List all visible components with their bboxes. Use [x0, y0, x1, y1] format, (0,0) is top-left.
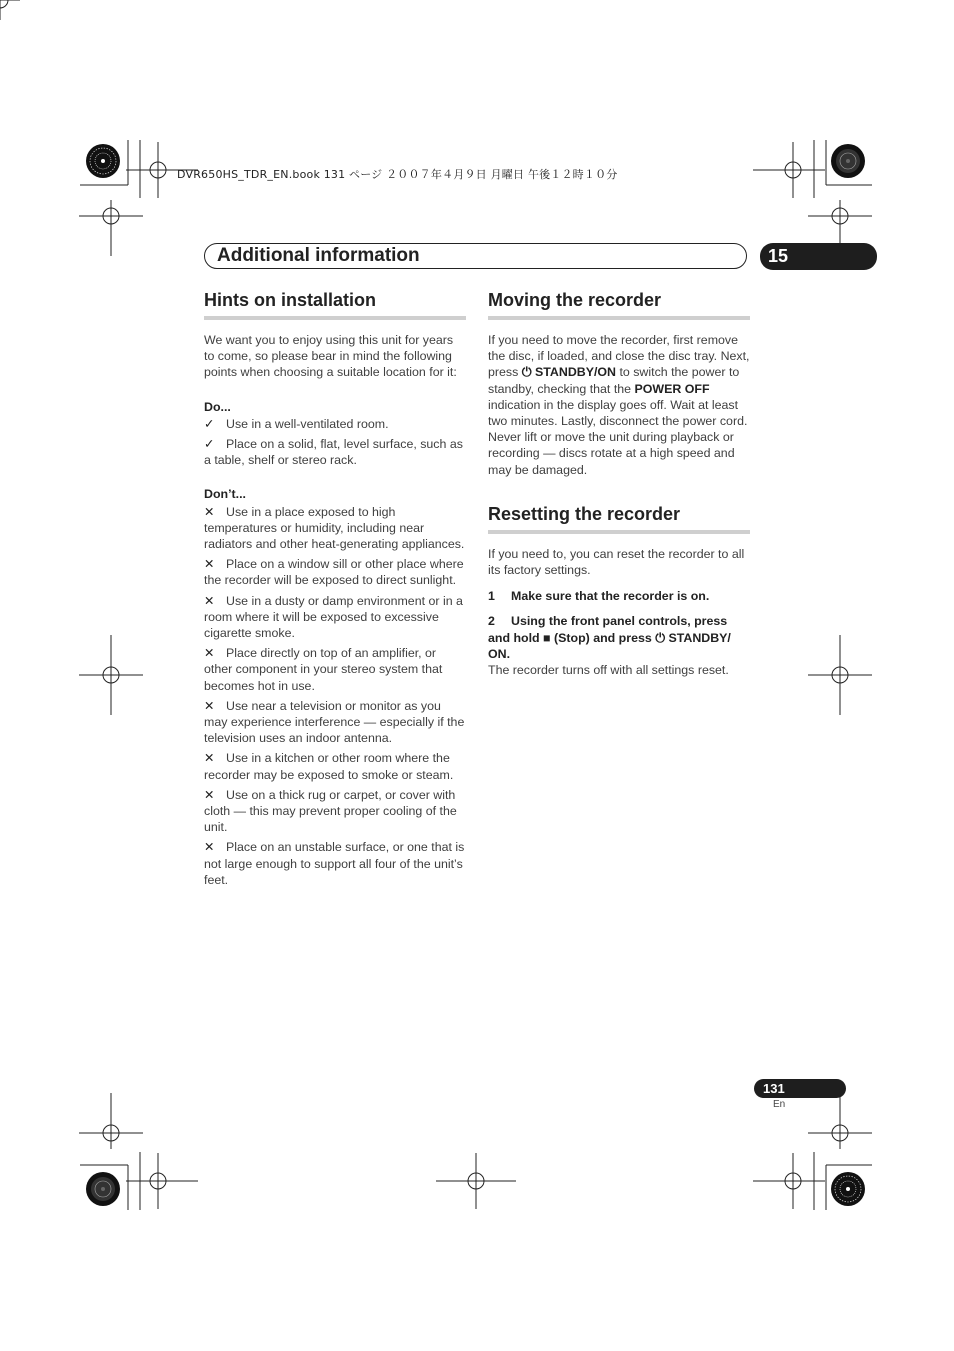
hints-intro: We want you to enjoy using this unit for years to come, so please bear in mind the following points when choosing a suitable location for it:	[204, 333, 457, 380]
cross-icon: ✕	[204, 646, 215, 661]
do-item: ✓ Place on a solid, flat, level surface, such as a table, shelf or stereo rack.	[204, 437, 463, 468]
cross-icon: ✕	[204, 787, 215, 802]
reset-intro: If you need to, you can reset the recorder to all its factory settings.	[488, 546, 745, 578]
moving-title: Moving the recorder	[488, 288, 750, 320]
standby-icon: ⏻	[655, 630, 666, 645]
hints-section	[204, 288, 466, 888]
moving-text: If you need to move the recorder, first remove the disc, if loaded, and close the disc tray. Next, press ⏻ STANDBY/ON to switch the power to standby, checking that the POWER OFF indication in the display goes off. Wait at least two minutes. Lastly, disconnect the power cord. Never lift or move the unit during playback or recording — discs rotate at a high speed and may be damaged.	[488, 333, 750, 477]
reset-result: The recorder turns off with all settings reset.	[488, 663, 729, 678]
check-icon: ✓	[204, 416, 215, 431]
do-label: Do...	[204, 399, 231, 414]
do-item: ✓ Use in a well-ventilated room.	[204, 416, 389, 431]
dont-item: ✕ Use near a television or monitor as you may experience interference — especially if the television uses an indoor antenna.	[204, 698, 465, 746]
cross-icon: ✕	[204, 557, 215, 572]
dont-item: ✕ Place directly on top of an amplifier, or other component in your stereo system that becomes hot in use.	[204, 646, 443, 693]
page-language: En	[773, 1099, 786, 1110]
reset-title: Resetting the recorder	[488, 502, 750, 534]
check-icon: ✓	[204, 437, 215, 452]
dont-item: ✕ Place on a window sill or other place where the recorder will be exposed to direct sunlight.	[204, 557, 464, 588]
dont-label: Don’t...	[204, 487, 246, 502]
standby-icon: ⏻	[521, 365, 532, 380]
page-number: 131	[763, 1081, 785, 1096]
cross-icon: ✕	[204, 751, 215, 766]
dont-item: ✕ Use on a thick rug or carpet, or cover with cloth — this may prevent proper cooling of the unit.	[204, 787, 457, 835]
dont-item: ✕ Place on an unstable surface, or one that is not large enough to support all four of the unit’s feet.	[204, 840, 465, 887]
cross-icon: ✕	[204, 698, 215, 713]
dont-item: ✕ Use in a place exposed to high temperatures or humidity, including near radiators and other heat-generating appliances.	[204, 504, 465, 552]
cross-icon: ✕	[204, 593, 215, 608]
dont-item: ✕ Use in a dusty or damp environment or in a room where it will be exposed to excessive cigarette smoke.	[204, 593, 463, 641]
book-info-line: DVR650HS_TDR_EN.book 131 ページ ２００７年４月９日 月曜日 午後１２時１０分	[177, 168, 618, 181]
chapter-number: 15	[768, 246, 789, 266]
reset-step-2: 2 Using the front panel controls, press and hold ■ (Stop) and press ⏻ STANDBY/ ON.	[488, 614, 731, 661]
page-title: Additional information	[217, 245, 420, 266]
cross-icon: ✕	[204, 504, 215, 519]
hints-title: Hints on installation	[204, 288, 466, 320]
stop-icon: ■	[543, 630, 551, 645]
reset-step-1: 1 Make sure that the recorder is on.	[488, 589, 710, 604]
cross-icon: ✕	[204, 840, 215, 855]
moving-section	[488, 288, 750, 678]
dont-item: ✕ Use in a kitchen or other room where the recorder may be exposed to smoke or steam.	[204, 751, 454, 782]
